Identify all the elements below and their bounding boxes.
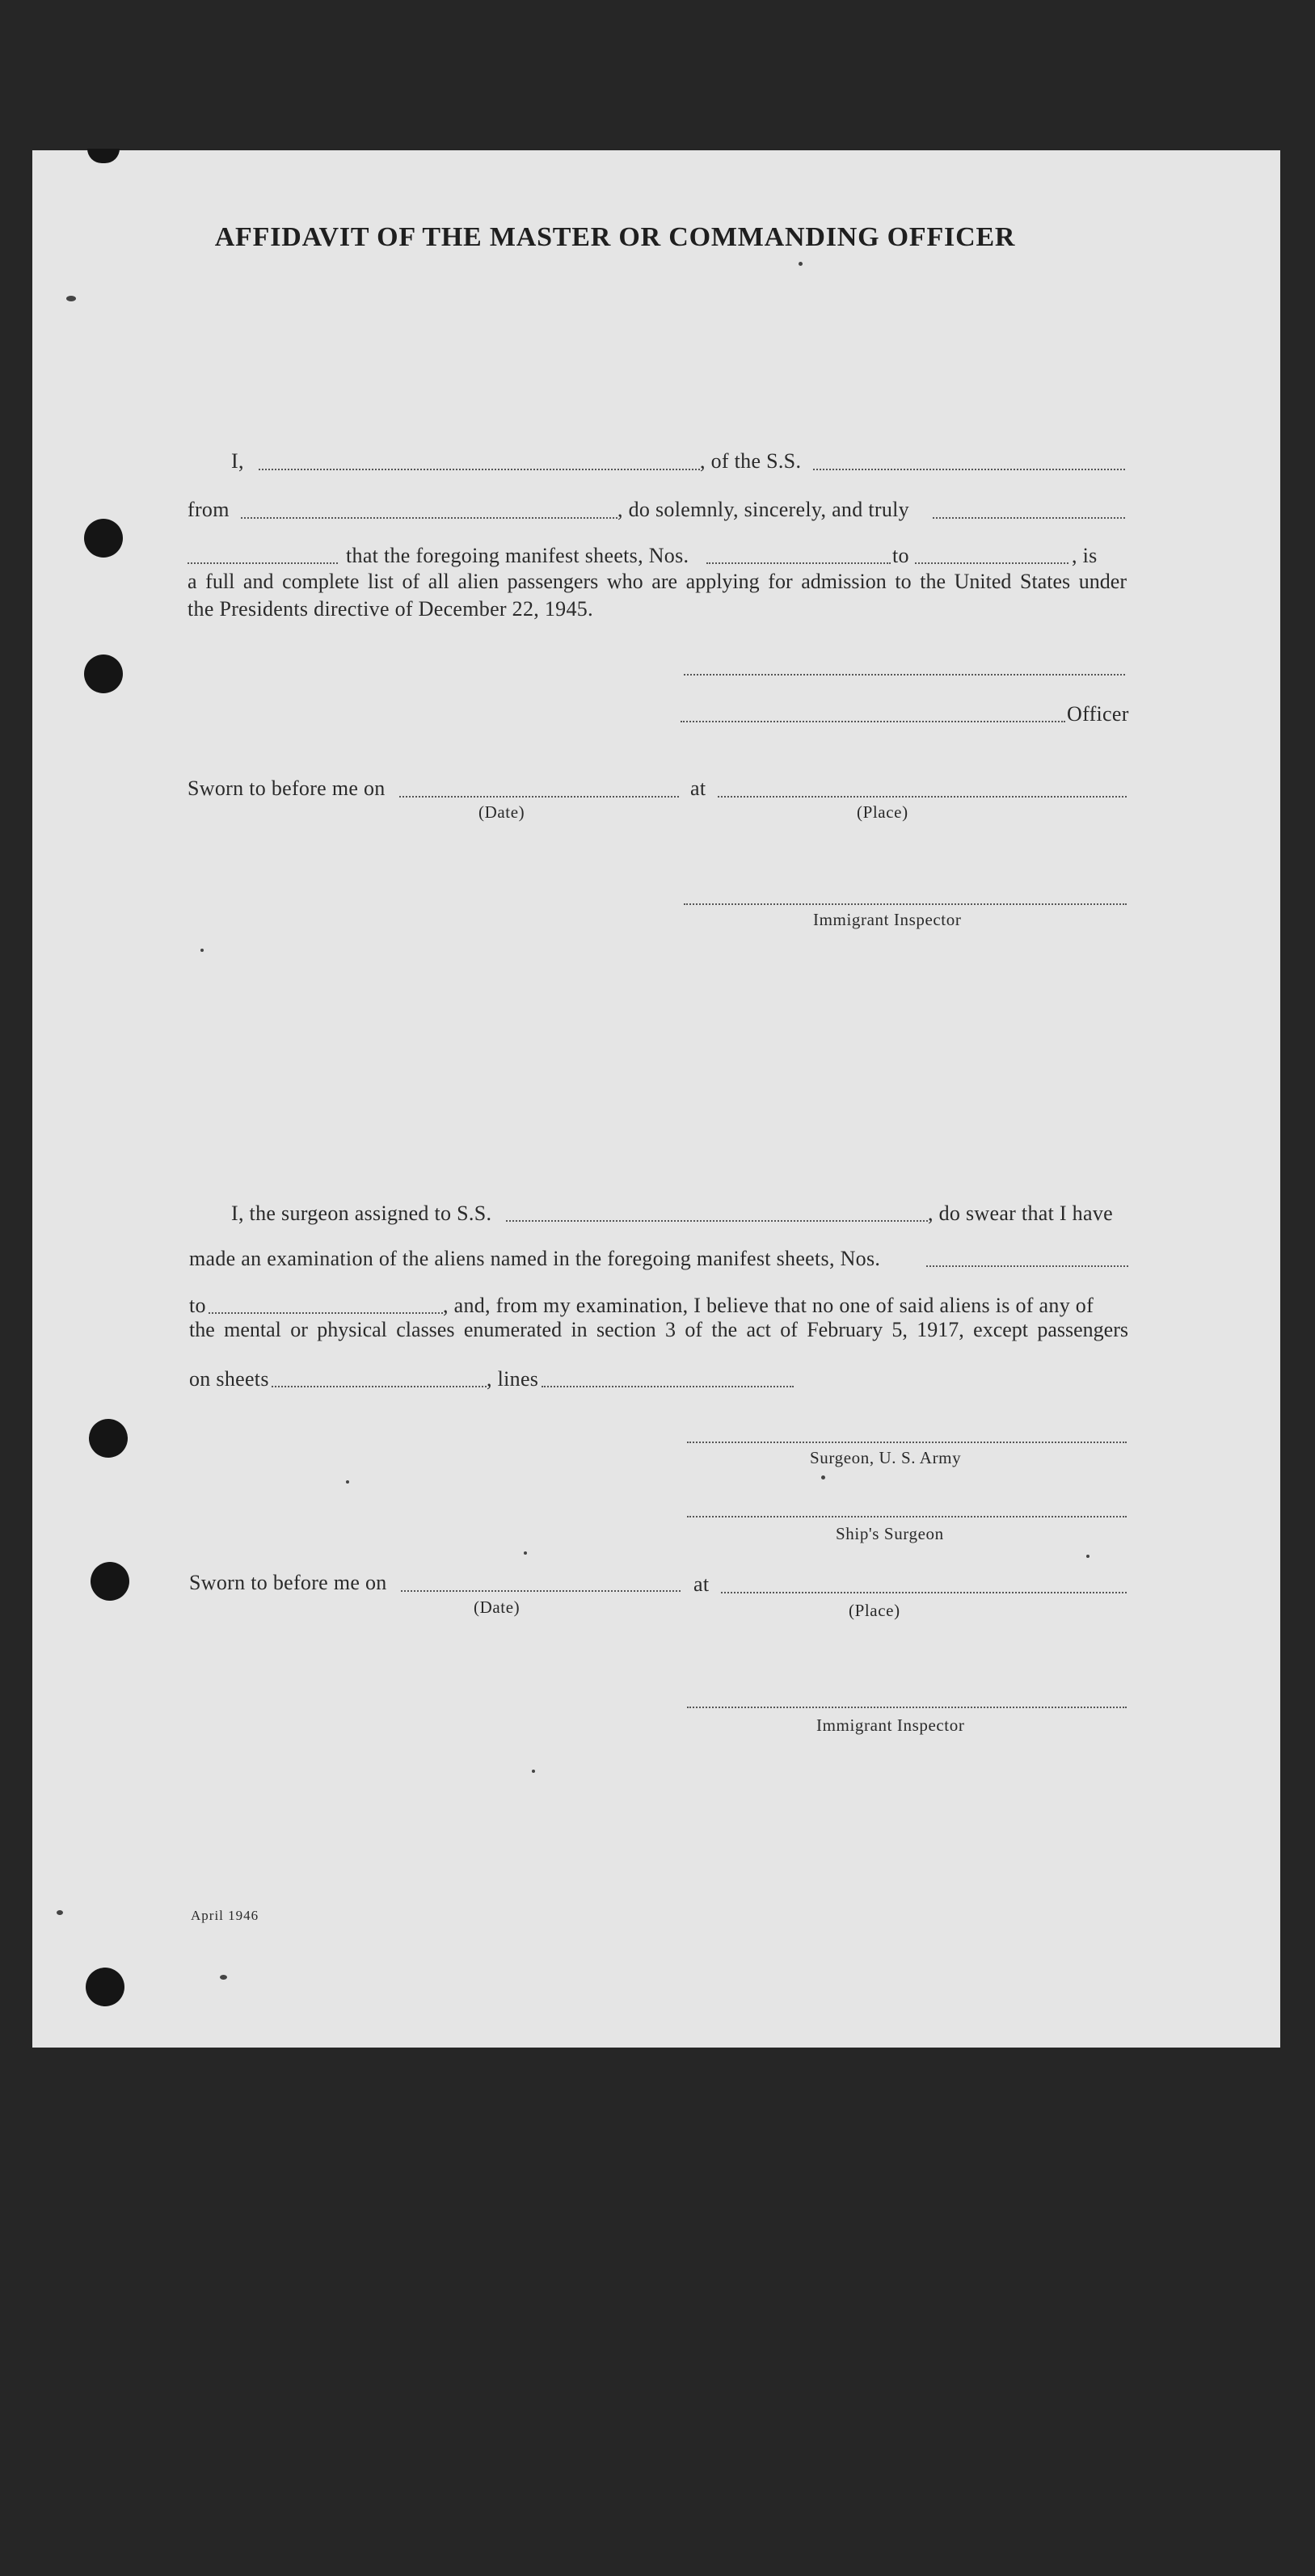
master-sworn-place-field[interactable] bbox=[718, 796, 1127, 798]
oath-field[interactable] bbox=[933, 517, 1125, 519]
footer-date: April 1946 bbox=[191, 1908, 259, 1923]
surgeon-ship-field[interactable] bbox=[506, 1220, 928, 1222]
master-line1-of-ss: , of the S.S. bbox=[700, 449, 802, 473]
master-line3-to: to bbox=[892, 544, 909, 567]
surgeon-line4: the mental or physical classes enumerated in section 3 of the act of February 5, 1917, except passengers bbox=[189, 1318, 1128, 1341]
form-title: AFFIDAVIT OF THE MASTER OR COMMANDING OFFICER bbox=[214, 222, 1016, 252]
punch-hole bbox=[91, 1562, 129, 1601]
surgeon-date-label: (Date) bbox=[474, 1597, 521, 1617]
surgeon-line3-to: to bbox=[189, 1294, 206, 1317]
master-inspector-signature-line[interactable] bbox=[684, 903, 1127, 905]
surgeon-inspector-signature-line[interactable] bbox=[687, 1707, 1127, 1708]
speck bbox=[346, 1480, 349, 1484]
surgeon-line5-lines: , lines bbox=[487, 1367, 539, 1391]
surgeon-on-sheets-field[interactable] bbox=[272, 1386, 487, 1387]
speck bbox=[220, 1975, 227, 1980]
sheets-to-field[interactable] bbox=[915, 562, 1068, 564]
oath-continued-field[interactable] bbox=[188, 562, 338, 564]
ship-surgeon-label: Ship's Surgeon bbox=[836, 1524, 944, 1543]
surgeon-sworn-date-field[interactable] bbox=[401, 1590, 681, 1592]
speck bbox=[821, 1475, 825, 1480]
master-line5: the Presidents directive of December 22, 1945. bbox=[188, 597, 593, 621]
surgeon-place-label: (Place) bbox=[849, 1601, 900, 1620]
officer-signature-line-2[interactable] bbox=[681, 721, 1065, 722]
ship-surgeon-signature-line[interactable] bbox=[687, 1516, 1127, 1517]
name-field[interactable] bbox=[259, 469, 700, 470]
surgeon-line5-on-sheets: on sheets bbox=[189, 1367, 269, 1391]
surgeon-sheets-to-field[interactable] bbox=[209, 1312, 443, 1314]
army-surgeon-signature-line[interactable] bbox=[687, 1442, 1127, 1443]
master-line2-solemnly: , do solemnly, sincerely, and truly bbox=[617, 498, 909, 521]
speck bbox=[66, 296, 76, 301]
master-line4: a full and complete list of all alien passengers who are applying for admission to the United States under bbox=[188, 570, 1127, 593]
army-surgeon-label: Surgeon, U. S. Army bbox=[810, 1448, 962, 1467]
officer-label: Officer bbox=[1067, 702, 1129, 726]
master-date-label: (Date) bbox=[478, 802, 525, 822]
surgeon-line1-start: I, the surgeon assigned to S.S. bbox=[231, 1202, 492, 1225]
officer-signature-line-1[interactable] bbox=[684, 674, 1125, 676]
ship-name-field[interactable] bbox=[813, 469, 1125, 470]
punch-hole bbox=[84, 655, 123, 693]
speck bbox=[57, 1910, 63, 1915]
master-sworn-date-field[interactable] bbox=[399, 796, 679, 798]
master-line1-i: I, bbox=[231, 449, 244, 473]
punch-hole bbox=[84, 519, 123, 558]
surgeon-sworn-place-field[interactable] bbox=[721, 1592, 1127, 1593]
surgeon-sheets-from-field[interactable] bbox=[926, 1265, 1128, 1267]
surgeon-line3-rest: , and, from my examination, I believe that no one of said aliens is of any of bbox=[443, 1294, 1094, 1317]
master-sworn-before: Sworn to before me on bbox=[188, 777, 386, 800]
surgeon-at: at bbox=[693, 1572, 710, 1596]
punch-hole bbox=[86, 1968, 124, 2006]
speck bbox=[1086, 1555, 1090, 1558]
master-inspector-label: Immigrant Inspector bbox=[813, 910, 962, 929]
speck bbox=[532, 1770, 535, 1773]
form-page bbox=[32, 150, 1280, 2048]
sheets-from-field[interactable] bbox=[706, 562, 891, 564]
speck bbox=[799, 262, 803, 266]
from-field[interactable] bbox=[241, 517, 617, 519]
punch-hole bbox=[89, 1419, 128, 1458]
surgeon-inspector-label: Immigrant Inspector bbox=[816, 1715, 965, 1735]
surgeon-sworn-before: Sworn to before me on bbox=[189, 1571, 387, 1594]
speck bbox=[524, 1551, 527, 1555]
master-place-label: (Place) bbox=[857, 802, 908, 822]
surgeon-line1-end: , do swear that I have bbox=[928, 1202, 1113, 1225]
surgeon-lines-field[interactable] bbox=[542, 1386, 794, 1387]
master-line2-from: from bbox=[188, 498, 230, 521]
master-line3-is: , is bbox=[1072, 544, 1098, 567]
surgeon-line2: made an examination of the aliens named in the foregoing manifest sheets, Nos. bbox=[189, 1247, 881, 1270]
speck bbox=[200, 949, 204, 952]
master-at: at bbox=[690, 777, 706, 800]
master-line3-sheets: that the foregoing manifest sheets, Nos. bbox=[346, 544, 689, 567]
